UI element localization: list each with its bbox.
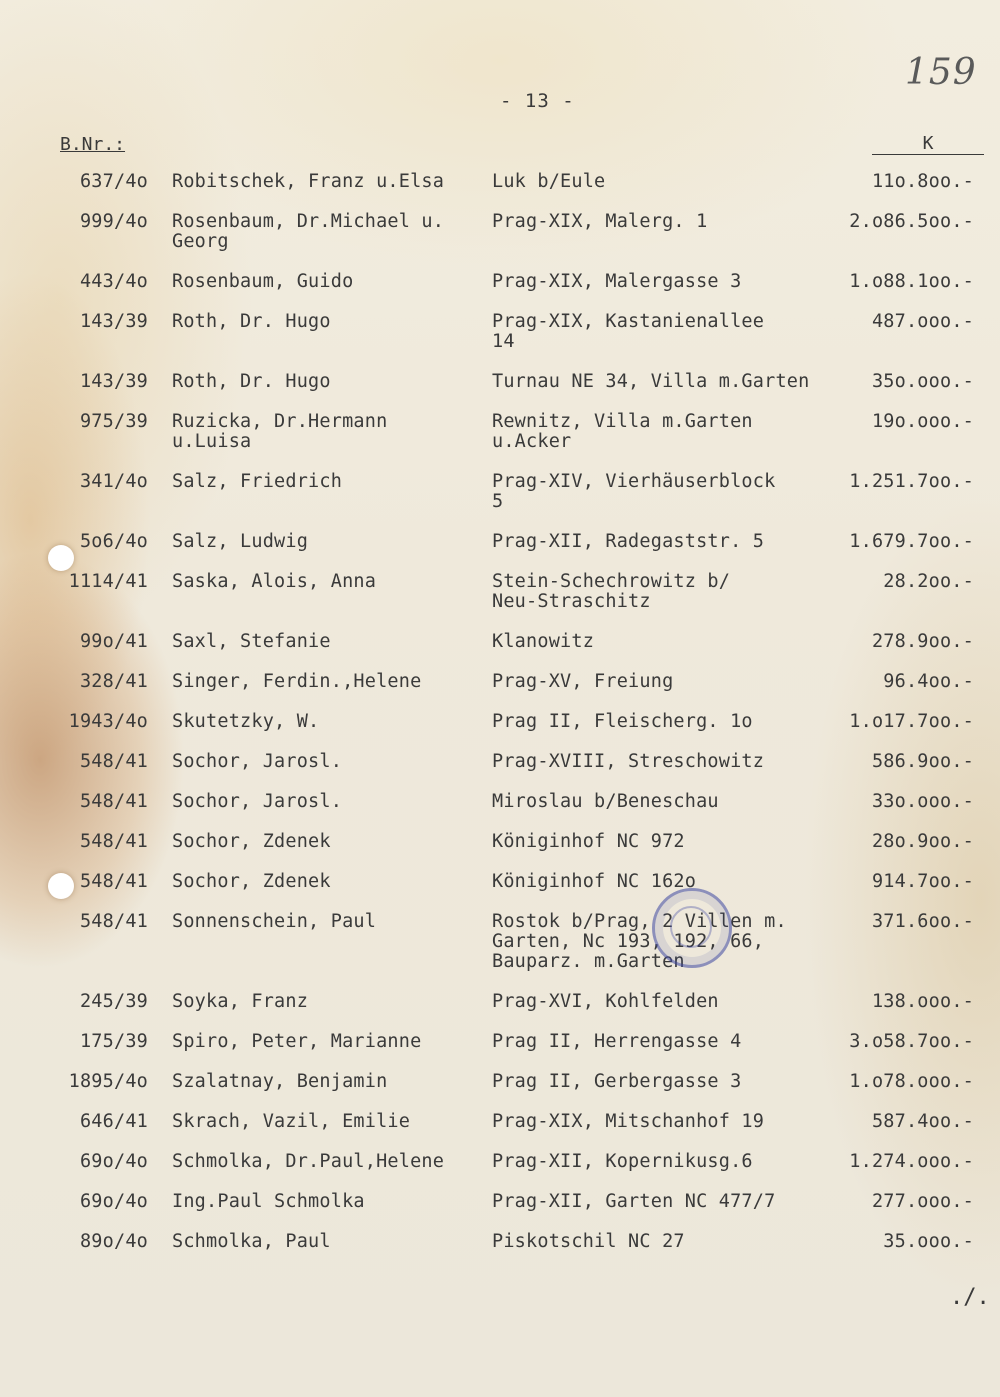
amount-cell: 371.6oo.-	[871, 911, 974, 932]
owner-name-cell: Sochor, Zdenek	[172, 871, 331, 892]
bnr-cell: 99o/41	[79, 631, 148, 652]
bnr-cell: 637/4o	[79, 171, 148, 192]
location-cell: Prag-XIV, Vierhäuserblock 5	[492, 471, 776, 512]
office-stamp-inner-ring	[670, 906, 712, 948]
bnr-cell: 646/41	[79, 1111, 148, 1132]
amount-cell: 278.9oo.-	[871, 631, 974, 652]
bnr-cell: 548/41	[79, 871, 148, 892]
bnr-cell: 5o6/4o	[79, 531, 148, 552]
owner-name-cell: Saska, Alois, Anna	[172, 571, 377, 592]
amount-cell: 277.ooo.-	[871, 1191, 974, 1212]
location-cell: Prag-XVIII, Streschowitz	[492, 751, 765, 772]
amount-cell: 2.o86.5oo.-	[849, 211, 974, 232]
amount-cell: 11o.8oo.-	[871, 171, 974, 192]
amount-cell: 1.o78.ooo.-	[849, 1071, 974, 1092]
bnr-cell: 143/39	[79, 371, 148, 392]
bnr-cell: 1895/4o	[68, 1071, 148, 1092]
location-cell: Rostok b/Prag, 2 Villen m. Garten, Nc 193, 192, 66, Bauparz. m.Garten	[492, 911, 787, 972]
location-cell: Turnau NE 34, Villa m.Garten	[492, 371, 810, 392]
handwritten-folio-number: 159	[905, 52, 977, 93]
amount-cell: 96.4oo.-	[883, 671, 974, 692]
owner-name-cell: Saxl, Stefanie	[172, 631, 331, 652]
amount-cell: 487.ooo.-	[871, 311, 974, 332]
bnr-cell: 143/39	[79, 311, 148, 332]
amount-cell: 586.9oo.-	[871, 751, 974, 772]
owner-name-cell: Salz, Ludwig	[172, 531, 309, 552]
amount-cell: 1.o88.1oo.-	[849, 271, 974, 292]
owner-name-cell: Salz, Friedrich	[172, 471, 343, 492]
location-cell: Prag-XV, Freiung	[492, 671, 674, 692]
owner-name-cell: Sochor, Jarosl.	[172, 751, 343, 772]
bnr-cell: 443/4o	[79, 271, 148, 292]
amount-cell: 19o.ooo.-	[871, 411, 974, 432]
amount-cell: 914.7oo.-	[871, 871, 974, 892]
location-cell: Königinhof NC 972	[492, 831, 685, 852]
bnr-cell: 975/39	[79, 411, 148, 432]
owner-name-cell: Soyka, Franz	[172, 991, 309, 1012]
bnr-cell: 245/39	[79, 991, 148, 1012]
amount-cell: 3.o58.7oo.-	[849, 1031, 974, 1052]
location-cell: Prag-XIX, Kastanienallee 14	[492, 311, 765, 352]
page-number: - 13 -	[500, 90, 575, 112]
owner-name-cell: Rosenbaum, Guido	[172, 271, 354, 292]
column-header-amount: K	[872, 134, 984, 155]
bnr-cell: 328/41	[79, 671, 148, 692]
location-cell: Prag-XIX, Malerg. 1	[492, 211, 708, 232]
location-cell: Luk b/Eule	[492, 171, 606, 192]
office-stamp	[652, 888, 732, 968]
location-cell: Prag-XII, Radegaststr. 5	[492, 531, 765, 552]
owner-name-cell: Roth, Dr. Hugo	[172, 311, 331, 332]
amount-cell: 35o.ooo.-	[871, 371, 974, 392]
bnr-cell: 69o/4o	[79, 1151, 148, 1172]
location-cell: Königinhof NC 162o	[492, 871, 697, 892]
location-cell: Piskotschil NC 27	[492, 1231, 685, 1252]
owner-name-cell: Spiro, Peter, Marianne	[172, 1031, 422, 1052]
bnr-cell: 89o/4o	[79, 1231, 148, 1252]
amount-cell: 1.274.ooo.-	[849, 1151, 974, 1172]
column-header-bnr: B.Nr.:	[60, 134, 126, 155]
amount-cell: 1.251.7oo.-	[849, 471, 974, 492]
location-cell: Klanowitz	[492, 631, 595, 652]
punch-hole-bottom	[48, 873, 74, 899]
owner-name-cell: Singer, Ferdin.,Helene	[172, 671, 422, 692]
bnr-cell: 175/39	[79, 1031, 148, 1052]
owner-name-cell: Schmolka, Paul	[172, 1231, 331, 1252]
amount-cell: 138.ooo.-	[871, 991, 974, 1012]
bnr-cell: 999/4o	[79, 211, 148, 232]
owner-name-cell: Rosenbaum, Dr.Michael u. Georg	[172, 211, 445, 252]
owner-name-cell: Ing.Paul Schmolka	[172, 1191, 365, 1212]
location-cell: Prag-XII, Kopernikusg.6	[492, 1151, 753, 1172]
owner-name-cell: Skrach, Vazil, Emilie	[172, 1111, 411, 1132]
bnr-cell: 69o/4o	[79, 1191, 148, 1212]
location-cell: Prag-XIX, Mitschanhof 19	[492, 1111, 765, 1132]
owner-name-cell: Sonnenschein, Paul	[172, 911, 377, 932]
owner-name-cell: Schmolka, Dr.Paul,Helene	[172, 1151, 445, 1172]
location-cell: Miroslau b/Beneschau	[492, 791, 719, 812]
continuation-mark: ./.	[950, 1285, 990, 1310]
owner-name-cell: Ruzicka, Dr.Hermann u.Luisa	[172, 411, 388, 452]
owner-name-cell: Sochor, Zdenek	[172, 831, 331, 852]
owner-name-cell: Szalatnay, Benjamin	[172, 1071, 388, 1092]
location-cell: Prag-XIX, Malergasse 3	[492, 271, 742, 292]
location-cell: Prag II, Gerbergasse 3	[492, 1071, 742, 1092]
location-cell: Prag II, Herrengasse 4	[492, 1031, 742, 1052]
location-cell: Rewnitz, Villa m.Garten u.Acker	[492, 411, 753, 452]
location-cell: Prag-XVI, Kohlfelden	[492, 991, 719, 1012]
bnr-cell: 548/41	[79, 791, 148, 812]
owner-name-cell: Sochor, Jarosl.	[172, 791, 343, 812]
bnr-cell: 548/41	[79, 911, 148, 932]
amount-cell: 33o.ooo.-	[871, 791, 974, 812]
bnr-cell: 1114/41	[68, 571, 148, 592]
punch-hole-top	[48, 545, 74, 571]
owner-name-cell: Robitschek, Franz u.Elsa	[172, 171, 445, 192]
amount-cell: 1.679.7oo.-	[849, 531, 974, 552]
location-cell: Prag II, Fleischerg. 1o	[492, 711, 753, 732]
bnr-cell: 1943/4o	[68, 711, 148, 732]
owner-name-cell: Roth, Dr. Hugo	[172, 371, 331, 392]
owner-name-cell: Skutetzky, W.	[172, 711, 320, 732]
bnr-cell: 548/41	[79, 751, 148, 772]
amount-cell: 587.4oo.-	[871, 1111, 974, 1132]
amount-cell: 28.2oo.-	[883, 571, 974, 592]
location-cell: Stein-Schechrowitz b/ Neu-Straschitz	[492, 571, 731, 612]
amount-cell: 1.o17.7oo.-	[849, 711, 974, 732]
amount-cell: 35.ooo.-	[883, 1231, 974, 1252]
location-cell: Prag-XII, Garten NC 477/7	[492, 1191, 776, 1212]
amount-cell: 28o.9oo.-	[871, 831, 974, 852]
bnr-cell: 341/4o	[79, 471, 148, 492]
bnr-cell: 548/41	[79, 831, 148, 852]
